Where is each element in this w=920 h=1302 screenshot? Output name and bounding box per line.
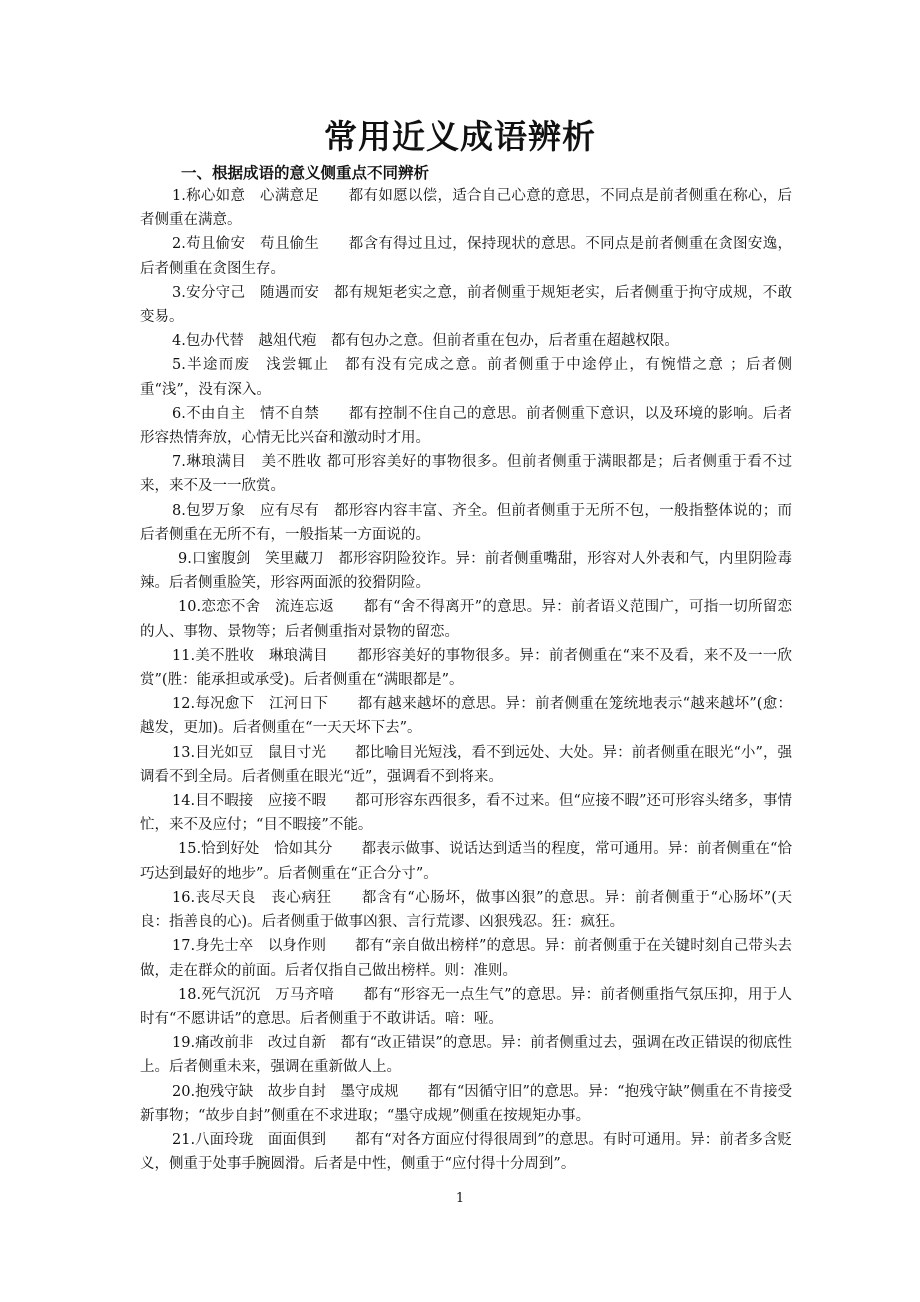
entry-list — [140, 184, 792, 1176]
page-title: 常用近义成语辨析 — [324, 117, 596, 156]
entry-5: 5.半途而废 浅尝辄止 都有没有完成之意。前者侧重于中途停止，有惋惜之意 ；后者侧重“浅”，没有深入。 — [140, 357, 792, 398]
entry-6: 6.不由自主 情不自禁 都有控制不住自己的意思。前者侧重下意识，以及环境的影响。后者形容热情奔放，心情无比兴奋和激动时才用。 — [140, 405, 792, 447]
entry-16: 16.丧尽天良 丧心病狂 都含有“心肠坏，做事凶狠”的意思。异：前者侧重于“心肠坏”(天良：指善良的心)。后者侧重于做事凶狠、言行荒谬、凶狠残忍。狂：疯狂。 — [140, 889, 792, 931]
entry-15: 15.恰到好处 恰如其分 都表示做事、说话达到适当的程度，常可通用。异：前者侧重在“恰巧达到最好的地步”。后者侧重在“正合分寸”。 — [140, 841, 792, 882]
entry-17: 17.身先士卒 以身作则 都有“亲自做出榜样”的意思。异：前者侧重于在关键时刻自己带头去做，走在群众的前面。后者仅指自己做出榜样。则：准则。 — [140, 938, 792, 979]
entry-21: 21.八面玲珑 面面俱到 都有“对各方面应付得很周到”的意思。有时可通用。异：前者多含贬义，侧重于处事手腕圆滑。后者是中性，侧重于“应付得十分周到”。 — [140, 1131, 792, 1173]
entry-10: 10.恋恋不舍 流连忘返 都有“舍不得离开”的意思。异：前者语义范围广，可指一切所留恋的人、事物、景物等；后者侧重指对景物的留恋。 — [140, 599, 792, 640]
entry-2: 2.苟且偷安 苟且偷生 都含有得过且过，保持现状的意思。不同点是前者侧重在贪图安逸，后者侧重在贪图生存。 — [140, 236, 792, 277]
section-heading: 一、根据成语的意义侧重点不同辨析 — [181, 164, 430, 182]
entry-20: 20.抱残守缺 故步自封 墨守成规 都有“因循守旧”的意思。异：“抱残守缺”侧重在不肯接受新事物；“故步自封”侧重在不求进取；“墨守成规”侧重在按规矩办事。 — [140, 1083, 792, 1124]
entry-4: 4.包办代替 越俎代疱 都有包办之意。但前者重在包办，后者重在超越权限。 — [172, 333, 679, 350]
entry-8: 8.包罗万象 应有尽有 都形容内容丰富、齐全。但前者侧重于无所不包，一般指整体说的；而后者侧重在无所不有，一般指某一方面说的。 — [140, 502, 792, 543]
entry-14: 14.目不暇接 应接不暇 都可形容东西很多，看不过来。但“应接不暇”还可形容头绪多，事情忙，来不及应付；“目不暇接”不能。 — [140, 793, 792, 834]
entry-3: 3.安分守己 随遇而安 都有规矩老实之意，前者侧重于规矩老实，后者侧重于拘守成规，不敢变易。 — [140, 284, 792, 326]
entry-12: 12.每况愈下 江河日下 都有越来越坏的意思。异：前者侧重在笼统地表示“越来越坏”(愈：越发，更加)。后者侧重在“一天天坏下去”。 — [140, 696, 792, 737]
page-number: 1 — [455, 1191, 465, 1206]
entry-19: 19.痛改前非 改过自新 都有“改正错误”的意思。异：前者侧重过去，强调在改正错误的彻底性上。后者侧重未来，强调在重新做人上。 — [140, 1035, 792, 1076]
entry-9: 9.口蜜腹剑 笑里藏刀 都形容阴险狡诈。异：前者侧重嘴甜，形容对人外表和气，内里阴险毒辣。后者侧重脸笑，形容两面派的狡猾阴险。 — [140, 551, 792, 592]
entry-11: 11.美不胜收 琳琅满目 都形容美好的事物很多。异：前者侧重在“来不及看，来不及一一欣赏”(胜：能承担或承受)。后者侧重在“满眼都是”。 — [140, 647, 792, 689]
entry-1: 1.称心如意 心满意足 都有如愿以偿，适合自己心意的意思，不同点是前者侧重在称心，后者侧重在满意。 — [140, 188, 792, 229]
entry-18: 18.死气沉沉 万马齐喑 都有“形容无一点生气”的意思。异：前者侧重指气氛压抑，用于人时有“不愿讲话”的意思。后者侧重于不敢讲话。喑：哑。 — [140, 986, 792, 1027]
entry-13: 13.目光如豆 鼠目寸光 都比喻目光短浅，看不到远处、大处。异：前者侧重在眼光“小”，强调看不到全局。后者侧重在眼光“近”，强调看不到将来。 — [140, 744, 792, 785]
entry-7: 7.琳琅满目 美不胜收 都可形容美好的事物很多。但前者侧重于满眼都是；后者侧重于看不过来，来不及一一欣赏。 — [140, 454, 792, 495]
